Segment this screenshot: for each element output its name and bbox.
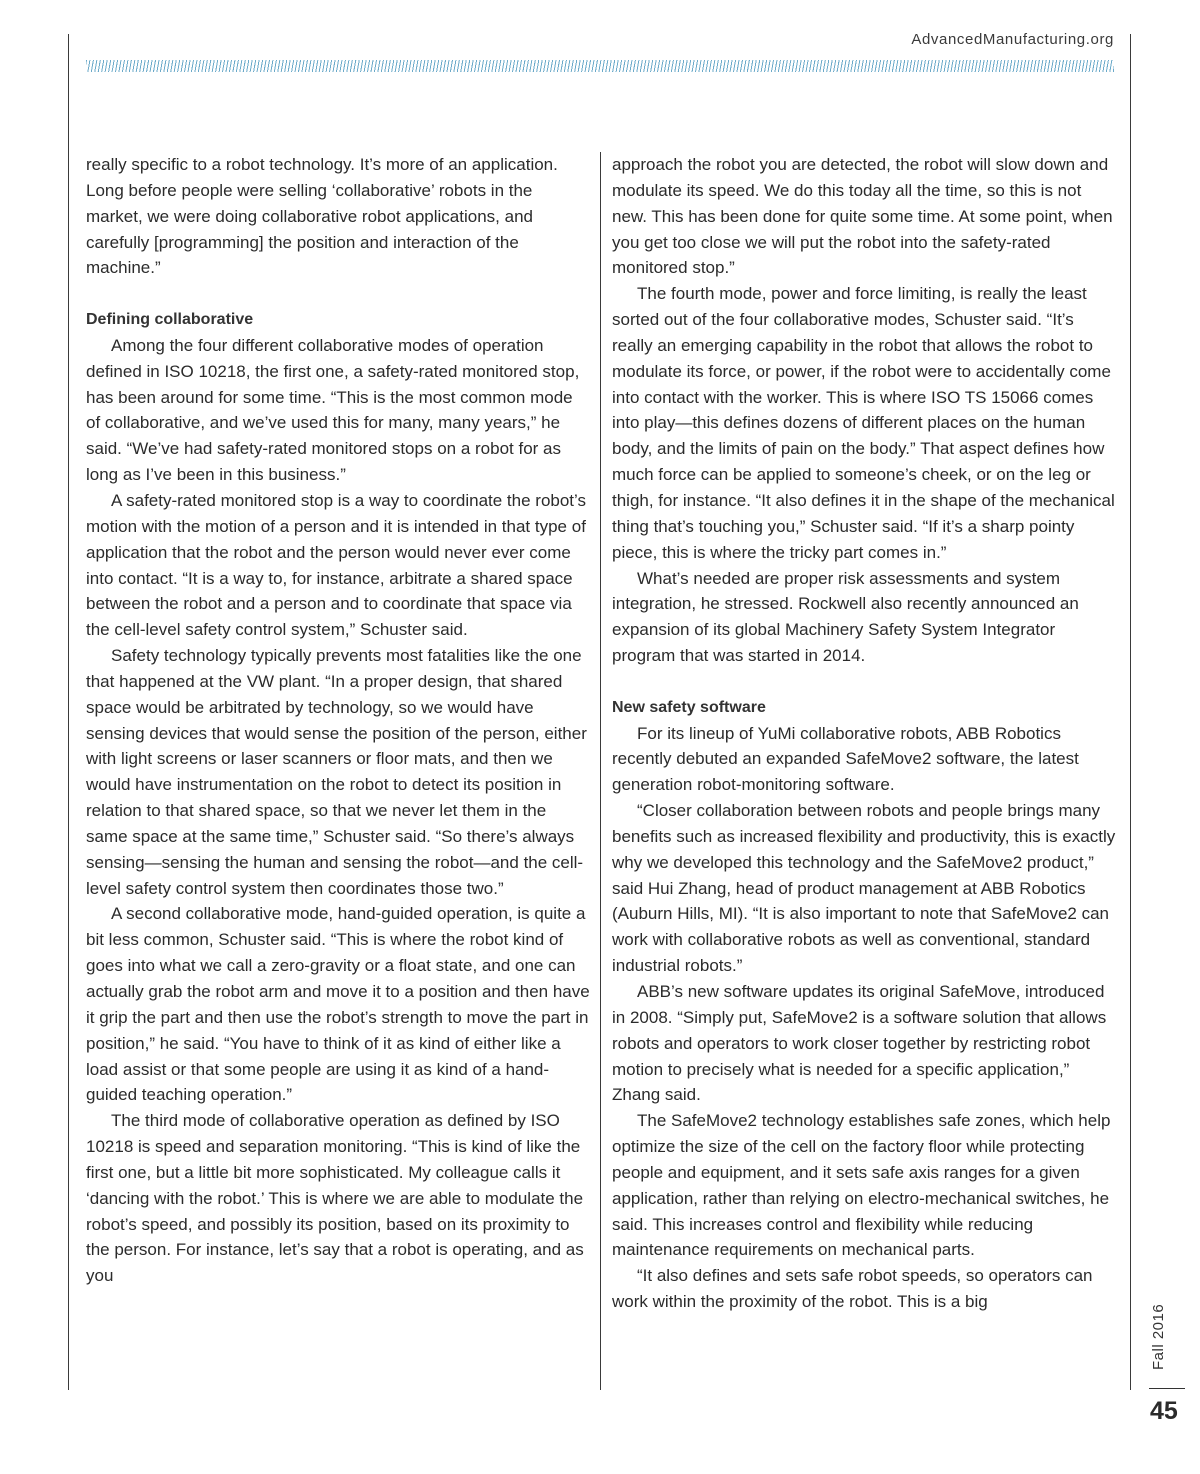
page-number: 45 [1150,1397,1178,1425]
paragraph: “Closer collaboration between robots and people brings many benefits such as increased flexibility and productivity, this is exactly why we developed this technology and the SafeMove2 product,” said Hui Zhang, head of product management at ABB Robotics (Auburn Hills, MI). “It is also important to note that SafeMove2 can work with collaborative robots as well as conventional, standard industrial robots.” [612,801,1116,976]
footer-rule [1149,1388,1185,1389]
column-divider [600,152,601,1390]
paragraph: The third mode of collaborative operation as defined by ISO 10218 is speed and separation monitoring. “This is kind of like the first one, but a little bit more sophisticated. My colleague calls it ‘dancing with the robot.’ This is where we are able to modulate the robot’s speed, and possibly its position, based on its proximity to the person. For instance, let’s say that a robot is operating, and as you [86,1111,584,1286]
paragraph: Among the four different collaborative modes of operation defined in ISO 10218, the first one, a safety-rated monitored stop, has been around for some time. “This is the most common mode of collaborative, and we’ve used this for many, many years,” he said. “We’ve had safety-rated monitored stops on a robot for as long as I’ve been in this business.” [86,335,580,485]
paragraph: really specific to a robot technology. It’s more of an application. Long before people were selling ‘collaborative’ robots in the market, we were doing collaborative robot applications, and carefully [programming] the position and interaction of the machine.” [86,155,558,278]
left-margin-rule [68,34,69,1390]
site-name: AdvancedManufacturing.org [911,31,1114,48]
paragraph: The fourth mode, power and force limiting, is really the least sorted out of the four collaborative modes, Schuster said. “It’s really an emerging capability in the robot that allows the robot to modulate its force, or power, if the robot were to accidentally come into contact with the worker. This is where ISO TS 15066 comes into play—this defines dozens of different places on the human body, and the limits of pain on the body.” That aspect defines how much force can be applied to someone’s cheek, or on the leg or thigh, for instance. “It also defines it in the shape of the mechanical thing that’s touching you,” Schuster said. “If it’s a sharp pointy piece, this is where the tricky part comes in.” [612,284,1115,562]
paragraph: A second collaborative mode, hand-guided operation, is quite a bit less common, Schuster said. “This is where the robot kind of goes into what we call a zero-gravity or a float state, and one can actually grab the robot arm and move it to a position and then have it grip the part and then use the robot’s strength to move the part in position,” he said. “You have to think of it as kind of either like a load assist or that some people are using it as kind of a hand-guided teaching operation.” [86,904,590,1105]
article-column-right [612,152,1116,1392]
paragraph: The SafeMove2 technology establishes safe zones, which help optimize the size of the cell on the factory floor while protecting people and equipment, and it sets safe axis ranges for a given application, rather than relying on electro-mechanical switches, he said. This increases control and flexibility while reducing maintenance requirements on mechanical parts. [612,1111,1111,1260]
right-margin-rule [1130,34,1131,1390]
paragraph: Safety technology typically prevents most fatalities like the one that happened at the VW plant. “In a proper design, that shared space would be arbitrated by technology, so we would have sensing devices that would sense the position of the person, either with light screens or laser scanners or floor mats, and then we would have instrumentation on the robot to detect its position in relation to that shared space, so that we never let them in the same space at the same time,” Schuster said. “So there’s always sensing—sensing the human and sensing the robot—and the cell-level safety control system then coordinates those two.” [86,646,587,898]
decorative-hatch-band [86,60,1114,72]
section-heading-new-safety-software: New safety software [612,698,766,716]
article-column-left [86,152,590,1392]
paragraph: For its lineup of YuMi collaborative robots, ABB Robotics recently debuted an expanded SafeMove2 software, the latest generation robot-monitoring software. [612,723,1079,795]
issue-season-label: Fall 2016 [1150,1303,1167,1370]
paragraph: A safety-rated monitored stop is a way to coordinate the robot’s motion with the motion of a person and it is intended in that type of application that the robot and the person would never ever come into contact. “It is a way to, for instance, arbitrate a shared space between the robot and a person and to coordinate that space via the cell-level safety control system,” Schuster said. [86,490,587,640]
paragraph: approach the robot you are detected, the robot will slow down and modulate its speed. We do this today all the time, so this is not new. This has been done for quite some time. At some point, when you get too close we will put the robot into the safety-rated monitored stop.” [612,155,1113,278]
paragraph: “It also defines and sets safe robot speeds, so operators can work within the proximity of the robot. This is a big [612,1266,1093,1312]
section-heading-defining-collaborative: Defining collaborative [86,311,254,329]
paragraph: What’s needed are proper risk assessments and system integration, he stressed. Rockwell also recently announced an expansion of its global Machinery Safety System Integrator program that was started in 2014. [612,568,1079,666]
paragraph: ABB’s new software updates its original SafeMove, introduced in 2008. “Simply put, SafeMove2 is a software solution that allows robots and operators to work closer together by restricting robot motion to precisely what is needed for a specific application,” Zhang said. [612,982,1107,1105]
